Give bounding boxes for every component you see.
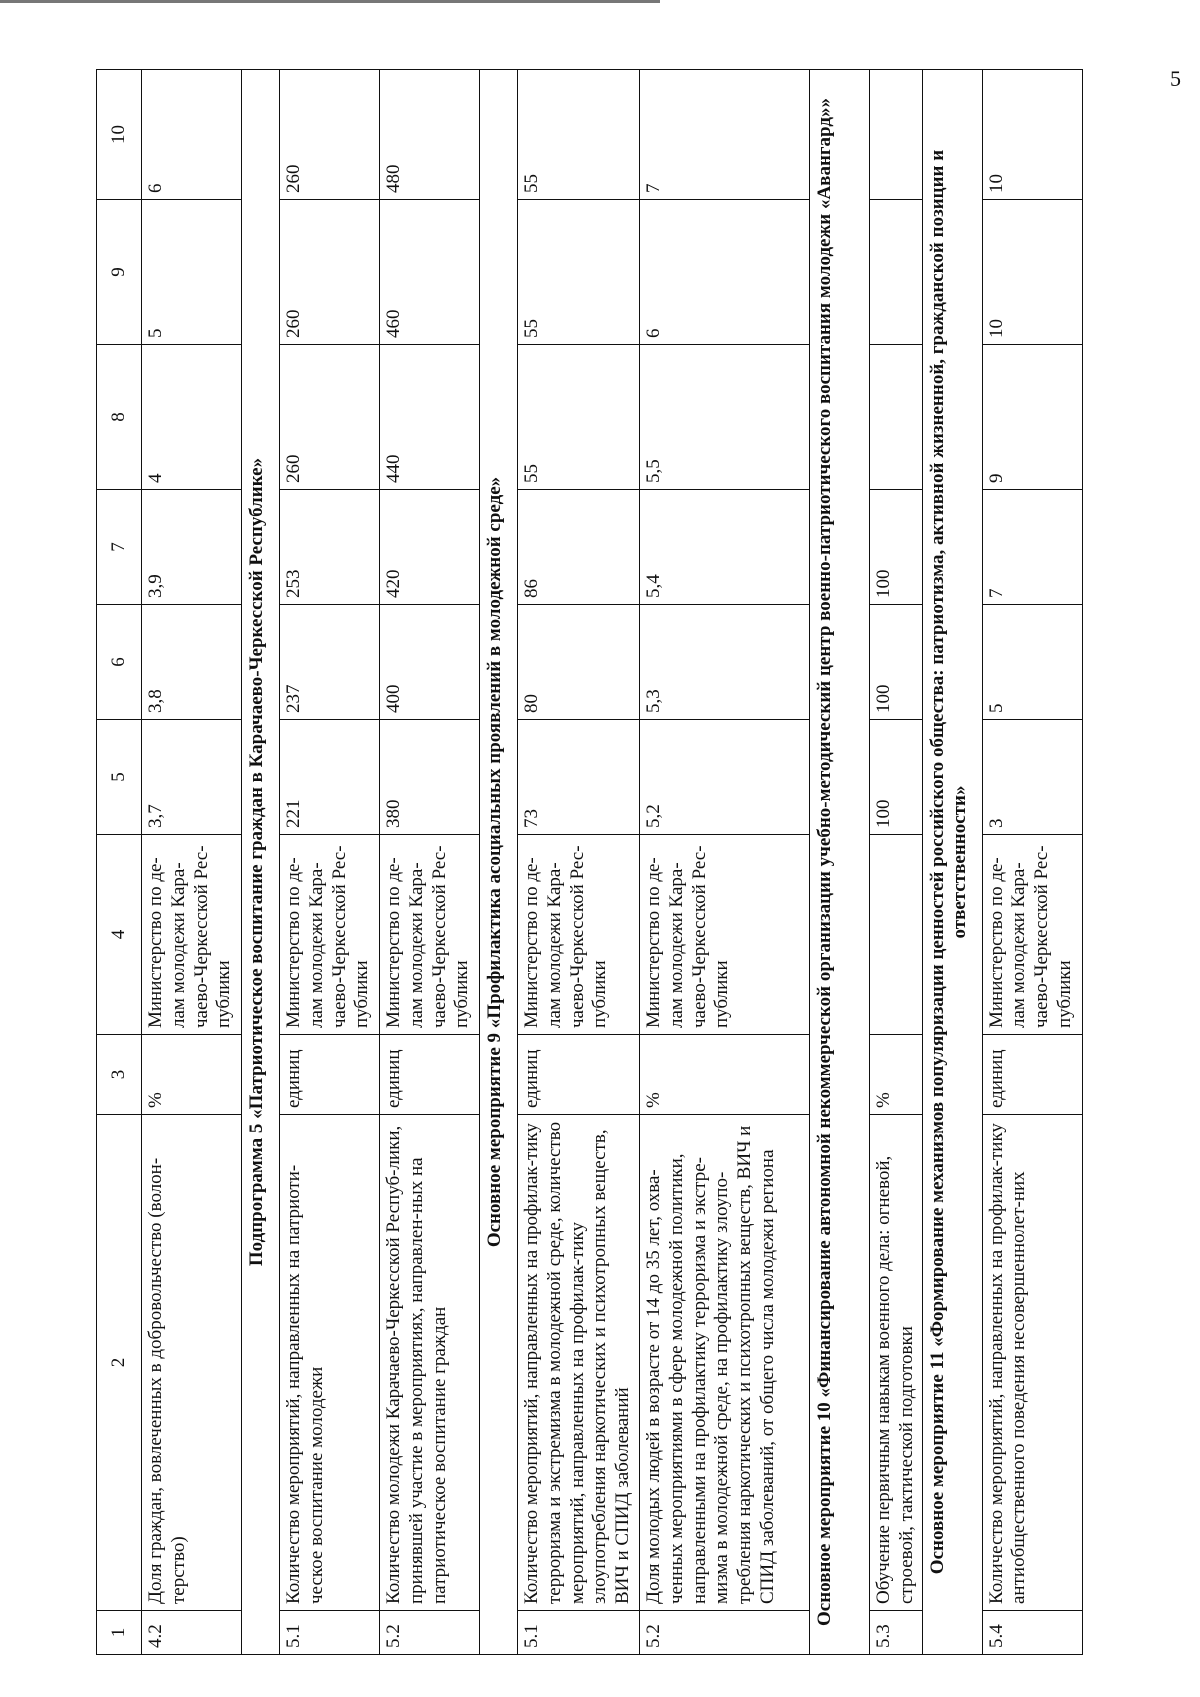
value-cell: 100: [870, 605, 923, 720]
value-cell: 221: [280, 720, 380, 835]
value-cell: 5: [142, 200, 242, 345]
value-cell: 4: [142, 345, 242, 490]
table-row: [142, 70, 242, 1655]
col-header: 7: [97, 490, 142, 605]
col-header: 6: [97, 605, 142, 720]
value-cell: 80: [518, 605, 640, 720]
value-cell: 253: [280, 490, 380, 605]
indicator-name: Количество мероприятий, направленных на профилак-тику терроризма и экстремизма в молодежной среде, количество мероприятий, направленных на профилак-тику злоупотребления наркотических и психотропных веществ, ВИЧ и СПИД заболеваний: [518, 1115, 640, 1611]
section-title: Подпрограмма 5 «Патриотическое воспитание граждан в Карачаево-Черкесской Республике»: [242, 70, 280, 1655]
section-row: [922, 70, 982, 1655]
value-cell: 5,4: [640, 490, 810, 605]
col-header: 9: [97, 200, 142, 345]
value-cell: [870, 200, 923, 345]
col-header: 2: [97, 1115, 142, 1611]
value-cell: 100: [870, 490, 923, 605]
rotated-table-container: [96, 70, 1080, 1655]
indicator-name: Количество мероприятий, направленных на профилак-тику антиобщественного поведения несовершеннолет-них: [982, 1115, 1082, 1611]
value-cell: 480: [380, 70, 480, 200]
value-cell: 260: [280, 200, 380, 345]
table-row: [380, 70, 480, 1655]
row-number: 4.2: [142, 1611, 242, 1655]
value-cell: 55: [518, 70, 640, 200]
unit: единиц: [982, 1035, 1082, 1115]
value-cell: 5,2: [640, 720, 810, 835]
responsible: Министерство по де-лам молодежи Кара-чаево-Черкесской Рес-публики: [640, 835, 810, 1035]
value-cell: 7: [640, 70, 810, 200]
col-header: 8: [97, 345, 142, 490]
unit: единиц: [280, 1035, 380, 1115]
value-cell: 420: [380, 490, 480, 605]
responsible: Министерство по де-лам молодежи Кара-чаево-Черкесской Рес-публики: [142, 835, 242, 1035]
value-cell: 10: [982, 70, 1082, 200]
section-title: Основное мероприятие 9 «Профилактика асоциальных проявлений в молодежной среде»: [480, 70, 518, 1655]
unit: единиц: [518, 1035, 640, 1115]
value-cell: 460: [380, 200, 480, 345]
responsible: Министерство по де-лам молодежи Кара-чаево-Черкесской Рес-публики: [518, 835, 640, 1035]
value-cell: 5: [982, 605, 1082, 720]
value-cell: [870, 345, 923, 490]
value-cell: 9: [982, 345, 1082, 490]
col-header: 4: [97, 835, 142, 1035]
col-header: 5: [97, 720, 142, 835]
col-header: 10: [97, 70, 142, 200]
table-row: [280, 70, 380, 1655]
top-rule: [0, 0, 660, 3]
responsible: Министерство по де-лам молодежи Кара-чаево-Черкесской Рес-публики: [982, 835, 1082, 1035]
table-row: [870, 70, 923, 1655]
row-number: 5.1: [518, 1611, 640, 1655]
row-number: 5.1: [280, 1611, 380, 1655]
table-row: [518, 70, 640, 1655]
value-cell: 260: [280, 70, 380, 200]
page-number: 5: [1170, 66, 1181, 91]
col-header: 3: [97, 1035, 142, 1115]
value-cell: 6: [640, 200, 810, 345]
unit: %: [640, 1035, 810, 1115]
row-number: 5.2: [380, 1611, 480, 1655]
value-cell: 260: [280, 345, 380, 490]
value-cell: 6: [142, 70, 242, 200]
value-cell: [870, 70, 923, 200]
value-cell: 55: [518, 345, 640, 490]
value-cell: 400: [380, 605, 480, 720]
section-row: [810, 70, 870, 1655]
row-number: 5.3: [870, 1611, 923, 1655]
responsible: [870, 835, 923, 1035]
value-cell: 3,9: [142, 490, 242, 605]
responsible: Министерство по де-лам молодежи Кара-чаево-Черкесской Рес-публики: [380, 835, 480, 1035]
section-title: Основное мероприятие 11 «Формирование механизмов популяризации ценностей российского общества: патриотизма, активной жизненной, гражданской позиции и ответственности»: [922, 70, 982, 1655]
value-cell: 3,8: [142, 605, 242, 720]
header-row: [97, 70, 142, 1655]
value-cell: 237: [280, 605, 380, 720]
table-row: [982, 70, 1082, 1655]
section-row: [480, 70, 518, 1655]
indicators-table: [96, 69, 1083, 1655]
row-number: 5.4: [982, 1611, 1082, 1655]
value-cell: 86: [518, 490, 640, 605]
value-cell: 380: [380, 720, 480, 835]
value-cell: 10: [982, 200, 1082, 345]
value-cell: 73: [518, 720, 640, 835]
value-cell: 55: [518, 200, 640, 345]
row-number: 5.2: [640, 1611, 810, 1655]
value-cell: 3,7: [142, 720, 242, 835]
indicator-name: Количество молодежи Карачаево-Черкесской Респуб-лики, принявшей участие в мероприятиях, направлен-ных на патриотическое воспитание граждан: [380, 1115, 480, 1611]
unit: единиц: [380, 1035, 480, 1115]
indicator-name: Количество мероприятий, направленных на патриоти-ческое воспитание молодежи: [280, 1115, 380, 1611]
col-header: 1: [97, 1611, 142, 1655]
indicator-name: Обучение первичным навыкам военного дела: огневой, строевой, тактической подготовки: [870, 1115, 923, 1611]
table-row: [640, 70, 810, 1655]
section-title: Основное мероприятие 10 «Финансирование автономной некоммерческой организации учебно-методический центр военно-патриотического воспитания молодежи «Авангард»»: [810, 70, 870, 1655]
value-cell: 100: [870, 720, 923, 835]
value-cell: 5,5: [640, 345, 810, 490]
responsible: Министерство по де-лам молодежи Кара-чаево-Черкесской Рес-публики: [280, 835, 380, 1035]
unit: %: [870, 1035, 923, 1115]
section-row: [242, 70, 280, 1655]
value-cell: 7: [982, 490, 1082, 605]
unit: %: [142, 1035, 242, 1115]
indicator-name: Доля молодых людей в возрасте от 14 до 35 лет, охва-ченных мероприятиями в сфере молодежной политики, направленными на профилактику терроризма и экстре-мизма в молодежной среде, на профилактику злоупо-требления наркотических и психотропных веществ, ВИЧ и СПИД заболеваний, от общего числа молодежи региона: [640, 1115, 810, 1611]
indicator-name: Доля граждан, вовлеченных в добровольчество (волон-терство): [142, 1115, 242, 1611]
value-cell: 440: [380, 345, 480, 490]
value-cell: 3: [982, 720, 1082, 835]
value-cell: 5,3: [640, 605, 810, 720]
